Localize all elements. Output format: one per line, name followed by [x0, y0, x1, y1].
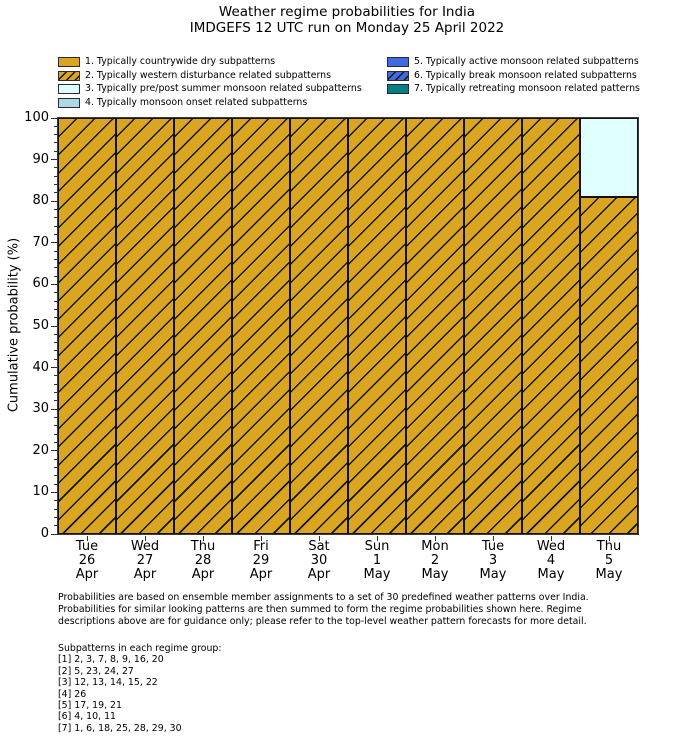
legend-label: 4. Typically monsoon onset related subpatterns	[85, 96, 308, 108]
x-axis-tick-label-line: 26	[78, 553, 96, 568]
footnote-line: Probabilities are based on ensemble member assignments to a set of 30 predefined weather patterns over India.	[58, 592, 589, 603]
y-axis-minor-tick	[54, 267, 58, 268]
y-axis-major-tick	[51, 450, 57, 451]
x-axis-tick-label-line: 2	[430, 553, 440, 568]
x-axis-tick-label-line: Thu	[190, 539, 216, 554]
y-axis-tick-label: 70	[32, 234, 49, 250]
x-axis-tick-label-line: May	[595, 567, 623, 582]
y-axis-major-tick	[51, 118, 57, 119]
y-axis-minor-tick	[54, 475, 58, 476]
y-axis-major-tick	[51, 201, 57, 202]
legend-label: 1. Typically countrywide dry subpatterns	[85, 55, 276, 67]
plot-area	[24, 110, 639, 582]
y-axis-minor-tick	[54, 184, 58, 185]
x-axis-tick-label-line: Apr	[75, 567, 99, 582]
bar-segment-regime-2	[406, 118, 464, 534]
legend-swatch-1	[58, 57, 80, 67]
x-axis-tick-label	[522, 540, 580, 582]
x-axis-tick-label-line: 1	[372, 553, 382, 568]
bar-segment-regime-2	[290, 118, 348, 534]
y-axis-minor-tick	[54, 392, 58, 393]
x-axis-tick-label-line: Apr	[307, 567, 331, 582]
x-axis-tick-label-line: 3	[488, 553, 498, 568]
legend-item	[387, 69, 640, 83]
legend-label: 3. Typically pre/post summer monsoon related subpatterns	[85, 83, 362, 95]
bar-segment-regime-2	[580, 197, 638, 534]
y-axis-minor-tick	[54, 142, 58, 143]
x-axis-tick-label-line: 28	[194, 553, 212, 568]
x-axis-tick-label-line: Apr	[191, 567, 215, 582]
y-axis-tick-label: 60	[32, 276, 49, 292]
x-axis-tick-label-line: Wed	[536, 539, 566, 554]
legend-item	[387, 82, 640, 96]
subpatterns-group-line: [7] 1, 6, 18, 25, 28, 29, 30	[58, 722, 182, 734]
y-axis-minor-tick	[54, 276, 58, 277]
y-axis-minor-tick	[54, 292, 58, 293]
y-axis-minor-tick	[54, 509, 58, 510]
y-axis-major-tick	[51, 284, 57, 285]
x-axis-tick-label	[174, 540, 232, 582]
y-axis-minor-tick	[54, 217, 58, 218]
x-axis-tick-label-line: Apr	[249, 567, 273, 582]
legend-label: 6. Typically break monsoon related subpatterns	[414, 69, 637, 81]
legend-swatch-2	[58, 71, 80, 81]
subpatterns-group-line: [5] 17, 19, 21	[58, 700, 122, 712]
x-axis-tick-label	[464, 540, 522, 582]
y-axis-minor-tick	[54, 234, 58, 235]
y-axis-major-tick	[51, 409, 57, 410]
x-axis-tick-label	[116, 540, 174, 582]
x-axis-tick-label-line: Tue	[75, 539, 99, 554]
bar-segment-regime-3	[580, 118, 638, 197]
bar-segment-regime-2	[464, 118, 522, 534]
y-axis-minor-tick	[54, 334, 58, 335]
x-axis-tick-label	[290, 540, 348, 582]
y-axis-major-tick	[51, 367, 57, 368]
chart-subtitle: IMDGEFS 12 UTC run on Monday 25 April 2022	[189, 20, 505, 36]
y-axis-label: Cumulative probability (%)	[6, 237, 22, 413]
x-axis-tick-label	[58, 540, 116, 582]
legend-item	[58, 96, 362, 110]
y-axis-minor-tick	[54, 500, 58, 501]
x-axis-tick-label-line: Tue	[481, 539, 505, 554]
legend-swatch-7	[387, 84, 409, 94]
y-axis-minor-tick	[54, 309, 58, 310]
y-axis-minor-tick	[54, 350, 58, 351]
y-axis-minor-tick	[54, 251, 58, 252]
subpatterns-group-line: [4] 26	[58, 688, 87, 700]
chart-title-block	[57, 4, 637, 36]
bar-segment-regime-2	[174, 118, 232, 534]
legend-item	[387, 55, 640, 69]
bar-segment-regime-2	[522, 118, 580, 534]
x-axis-tick-label-line: Sat	[308, 539, 330, 554]
x-axis-tick-label-line: May	[537, 567, 565, 582]
y-axis-minor-tick	[54, 484, 58, 485]
legend-label: 5. Typically active monsoon related subpatterns	[414, 55, 639, 67]
x-axis-tick-label-line: May	[363, 567, 391, 582]
x-axis-tick-label-line: Thu	[596, 539, 622, 554]
legend-swatch-6	[387, 71, 409, 81]
legend-item	[58, 69, 362, 83]
x-axis-tick-label-line: Mon	[421, 539, 449, 554]
bar-segment-regime-2	[58, 118, 116, 534]
y-axis-minor-tick	[54, 467, 58, 468]
legend-label: 2. Typically western disturbance related subpatterns	[85, 69, 332, 81]
y-axis-minor-tick	[54, 167, 58, 168]
y-axis-major-tick	[51, 242, 57, 243]
y-axis-minor-tick	[54, 226, 58, 227]
bar-segment-regime-2	[116, 118, 174, 534]
x-axis-tick-label-line: May	[421, 567, 449, 582]
footnote-line: descriptions above are for guidance only; please refer to the top-level weather pattern forecasts for more detail.	[58, 616, 587, 628]
y-axis-tick-label: 30	[32, 401, 49, 417]
legend-item	[58, 55, 362, 69]
y-axis-tick-label: 90	[32, 151, 49, 167]
y-axis-minor-tick	[54, 425, 58, 426]
y-axis-minor-tick	[54, 375, 58, 376]
y-axis-major-tick	[51, 159, 57, 160]
legend-item	[58, 82, 362, 96]
subpatterns-list	[58, 643, 222, 734]
x-axis-tick-label-line: 29	[252, 553, 270, 568]
subpatterns-group-line: [3] 12, 13, 14, 15, 22	[58, 677, 158, 689]
subpatterns-group-line: [6] 4, 10, 11	[58, 711, 117, 723]
legend-column-right	[387, 55, 640, 96]
y-axis-tick-label: 100	[24, 110, 49, 125]
legend-swatch-5	[387, 57, 409, 67]
y-axis-major-tick	[51, 534, 57, 535]
y-axis-minor-tick	[54, 301, 58, 302]
y-axis-minor-tick	[54, 459, 58, 460]
y-axis-minor-tick	[54, 126, 58, 127]
legend-swatch-4	[58, 98, 80, 108]
y-axis-minor-tick	[54, 517, 58, 518]
y-axis-major-tick	[51, 326, 57, 327]
y-axis-minor-tick	[54, 384, 58, 385]
x-axis-tick-label-line: 5	[604, 553, 614, 568]
y-axis-minor-tick	[54, 176, 58, 177]
y-axis-minor-tick	[54, 134, 58, 135]
chart-title: Weather regime probabilities for India	[218, 4, 476, 20]
y-axis-minor-tick	[54, 359, 58, 360]
y-axis-tick-label: 0	[40, 526, 49, 541]
y-axis-minor-tick	[54, 400, 58, 401]
subpatterns-heading: Subpatterns in each regime group:	[58, 643, 222, 654]
subpatterns-group-line: [2] 5, 23, 24, 27	[58, 665, 134, 677]
x-axis-tick-label-line: 27	[136, 553, 154, 568]
x-axis-tick-label-line: Wed	[130, 539, 160, 554]
x-axis-tick-label-line: Fri	[253, 539, 269, 554]
y-axis-minor-tick	[54, 442, 58, 443]
x-axis-tick-label-line: 30	[310, 553, 328, 568]
y-axis-minor-tick	[54, 151, 58, 152]
x-axis-tick-label	[580, 540, 638, 582]
y-axis-tick-label: 50	[32, 318, 49, 333]
y-axis-minor-tick	[54, 209, 58, 210]
footnote-line: Probabilities for similar looking patterns are then summed to form the regime probabilities shown here. Regime	[58, 604, 582, 616]
x-axis-tick-label-line: 4	[546, 553, 556, 568]
y-axis-tick-label: 80	[32, 193, 49, 209]
y-axis-minor-tick	[54, 434, 58, 435]
x-axis-tick-label-line: May	[479, 567, 507, 582]
footnote-text	[58, 592, 589, 629]
legend-column-left	[58, 55, 362, 110]
y-axis-minor-tick	[54, 317, 58, 318]
bar-segment-regime-2	[348, 118, 406, 534]
legend-swatch-3	[58, 84, 80, 94]
y-axis-tick-label: 40	[32, 359, 49, 375]
y-axis-minor-tick	[54, 342, 58, 343]
y-axis-minor-tick	[54, 417, 58, 418]
x-axis-tick-label-line: Apr	[133, 567, 157, 582]
x-axis-tick-label	[348, 540, 406, 582]
y-axis-minor-tick	[54, 525, 58, 526]
y-axis-minor-tick	[54, 192, 58, 193]
subpatterns-groups	[58, 654, 222, 734]
subpatterns-group-line: [1] 2, 3, 7, 8, 9, 16, 20	[58, 654, 164, 666]
x-axis-tick-label	[406, 540, 464, 582]
y-axis-major-tick	[51, 492, 57, 493]
y-axis-tick-label: 10	[32, 484, 49, 500]
x-axis-tick-label	[232, 540, 290, 582]
x-axis-tick-label-line: Sun	[364, 539, 390, 554]
bar-segment-regime-2	[232, 118, 290, 534]
legend-label: 7. Typically retreating monsoon related patterns	[414, 83, 640, 95]
y-axis-minor-tick	[54, 259, 58, 260]
y-axis-tick-label: 20	[32, 442, 49, 458]
